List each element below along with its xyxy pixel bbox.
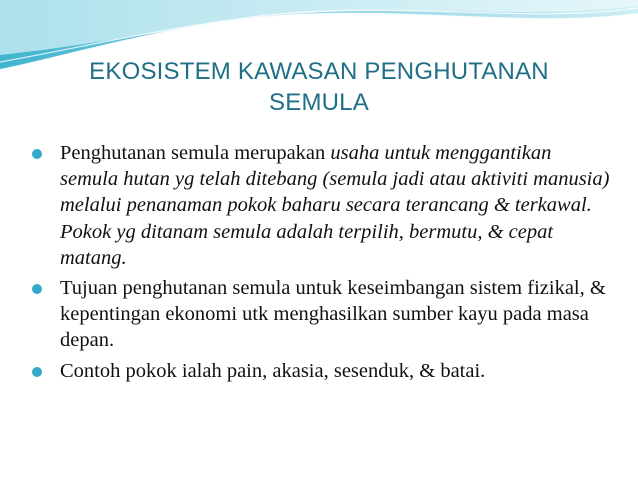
bullet-text-1-italic: usaha untuk menggantikan semula hutan yg telah ditebang (semula jadi atau aktiviti manusia) melalui penanaman pokok baharu secara terancang & terkawal. Pokok yg ditanam semula adalah terpilih, bermutu, & cepat matang.: [60, 142, 610, 269]
bullet-text-1: [60, 142, 609, 269]
bullet-dot-icon: [32, 284, 42, 294]
bullet-item-2: [14, 275, 614, 354]
bullet-dot-icon: [32, 367, 42, 377]
bullet-item-3: [14, 358, 614, 384]
slide-title: [40, 56, 598, 118]
bullet-list: [14, 140, 614, 388]
bullet-text-3: Contoh pokok ialah pain, akasia, sesenduk, & batai.: [60, 359, 486, 382]
bullet-dot-icon: [32, 149, 42, 159]
slide-title-line1: EKOSISTEM KAWASAN PENGHUTANAN: [89, 58, 549, 85]
slide-title-line2: SEMULA: [269, 89, 369, 116]
bullet-text-1-normal: Penghutanan semula merupakan: [60, 142, 331, 164]
bullet-item-1: [14, 140, 614, 271]
bullet-text-2: Tujuan penghutanan semula untuk keseimbangan sistem fizikal, & kepentingan ekonomi utk menghasilkan sumber kayu pada masa depan.: [60, 277, 606, 352]
